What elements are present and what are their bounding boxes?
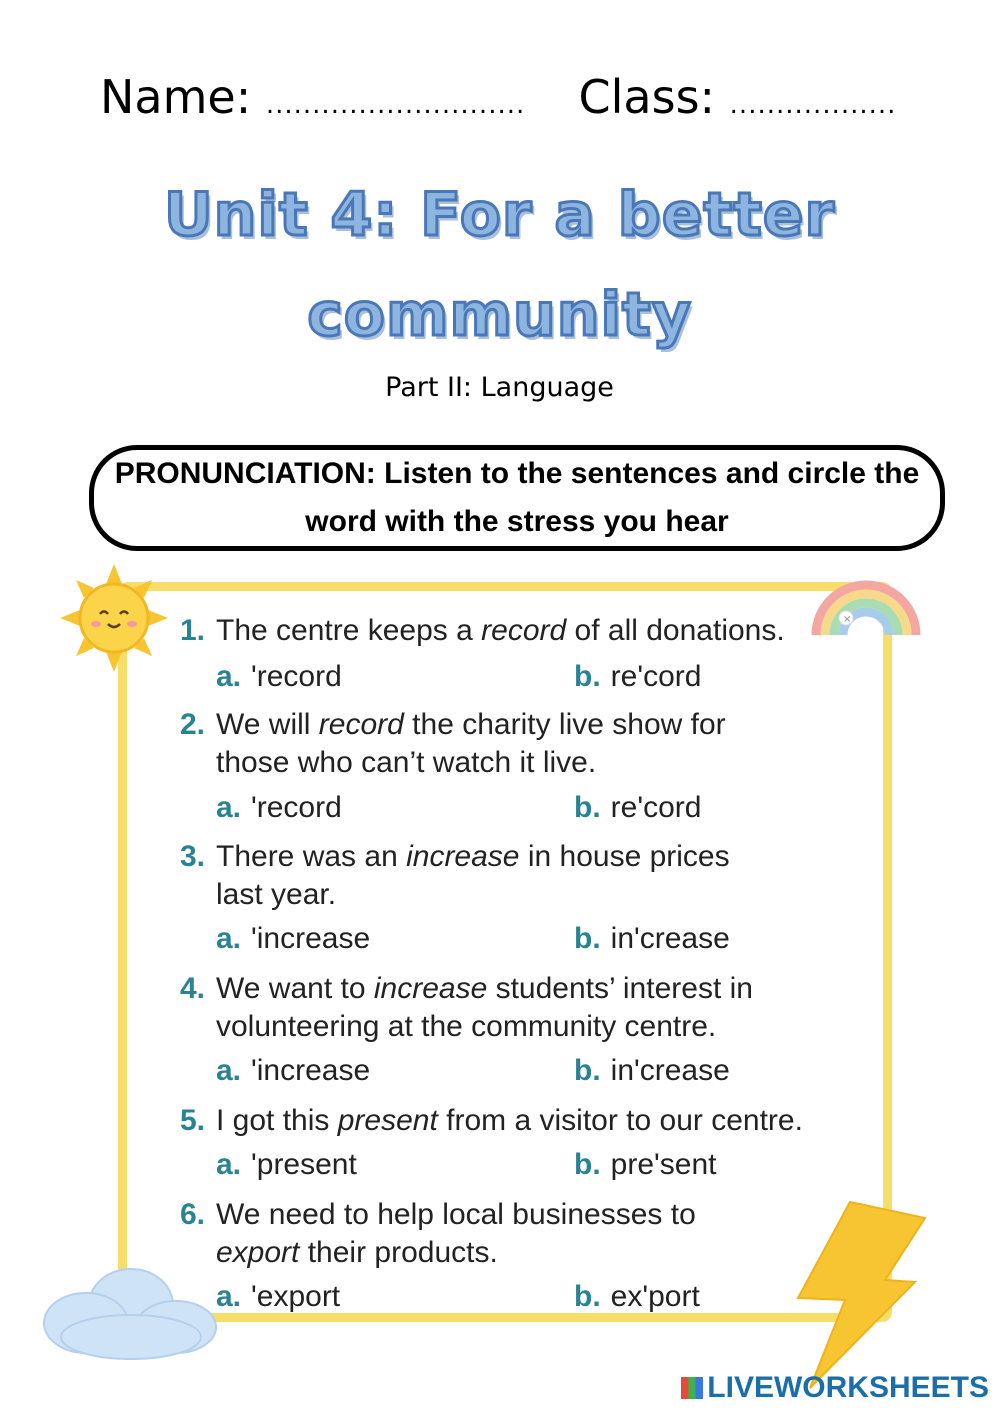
question-text: those who can’t watch it live. bbox=[216, 746, 597, 779]
instruction-text: PRONUNCIATION: Listen to the sentences and circle the word with the stress you hear bbox=[114, 457, 920, 538]
question-text: We want to bbox=[216, 972, 374, 1005]
rainbow-icon bbox=[806, 560, 926, 640]
sun-icon bbox=[58, 562, 170, 674]
target-word: record bbox=[318, 708, 404, 741]
option-letter: a. bbox=[216, 1148, 242, 1181]
question-text-line1 bbox=[180, 972, 753, 1005]
option-word: 'present bbox=[251, 1148, 357, 1181]
target-word: export bbox=[216, 1236, 300, 1269]
question-text: I got this bbox=[216, 1104, 338, 1137]
option-word: 'record bbox=[251, 660, 342, 693]
question-text-line1 bbox=[180, 1198, 696, 1231]
question-text-line2 bbox=[180, 744, 726, 782]
option-word: in'crease bbox=[610, 1054, 730, 1087]
target-word: record bbox=[481, 614, 567, 647]
title-line-2: community bbox=[307, 280, 692, 350]
question-text: last year. bbox=[216, 878, 337, 911]
question-text-line1 bbox=[180, 614, 785, 647]
question-number: 6. bbox=[180, 1198, 206, 1231]
name-label: Name: bbox=[100, 70, 252, 124]
option-word: ex'port bbox=[610, 1280, 700, 1313]
question-3 bbox=[180, 838, 730, 914]
question-number: 5. bbox=[180, 1104, 206, 1137]
target-word: present bbox=[337, 1104, 438, 1137]
option-word: re'cord bbox=[610, 660, 702, 693]
option-b[interactable] bbox=[574, 922, 730, 956]
question-text: in house prices bbox=[519, 840, 730, 873]
question-5 bbox=[180, 1102, 803, 1140]
question-text: The centre keeps a bbox=[216, 614, 482, 647]
option-word: in'crease bbox=[610, 922, 730, 955]
subtitle: Part II: Language bbox=[385, 372, 614, 403]
question-text-line2 bbox=[180, 876, 730, 914]
question-2 bbox=[180, 706, 726, 782]
option-b[interactable] bbox=[574, 791, 701, 825]
option-b[interactable] bbox=[574, 1148, 716, 1182]
watermark-text: LIVEWORKSHEETS bbox=[707, 1371, 989, 1404]
question-text: from a visitor to our centre. bbox=[437, 1104, 803, 1137]
option-letter: a. bbox=[216, 791, 242, 824]
question-1 bbox=[180, 612, 785, 650]
svg-text:×: × bbox=[843, 614, 852, 625]
option-a[interactable] bbox=[216, 1054, 370, 1088]
class-label: Class: bbox=[578, 70, 716, 124]
option-a[interactable] bbox=[216, 791, 342, 825]
option-word: 'export bbox=[251, 1280, 341, 1313]
option-letter: a. bbox=[216, 1054, 242, 1087]
option-a[interactable] bbox=[216, 1148, 357, 1182]
question-number: 1. bbox=[180, 614, 206, 647]
option-word: pre'sent bbox=[610, 1148, 717, 1181]
name-blank: ............................ bbox=[265, 90, 526, 120]
lightning-icon bbox=[790, 1200, 930, 1390]
option-word: 'record bbox=[251, 791, 342, 824]
watermark bbox=[681, 1371, 989, 1405]
option-b[interactable] bbox=[574, 1054, 730, 1088]
question-6 bbox=[180, 1196, 696, 1272]
question-text-line1 bbox=[180, 840, 730, 873]
option-letter: a. bbox=[216, 922, 242, 955]
option-word: 'increase bbox=[251, 922, 371, 955]
option-a[interactable] bbox=[216, 922, 370, 956]
question-text: students’ interest in bbox=[487, 972, 753, 1005]
option-letter: b. bbox=[574, 1054, 601, 1087]
question-4 bbox=[180, 970, 753, 1046]
class-blank: .................. bbox=[729, 90, 897, 120]
target-word: increase bbox=[406, 840, 520, 873]
option-letter: b. bbox=[574, 660, 601, 693]
option-letter: b. bbox=[574, 791, 601, 824]
option-letter: b. bbox=[574, 1280, 601, 1313]
option-letter: b. bbox=[574, 1148, 601, 1181]
instruction-box bbox=[89, 445, 945, 551]
question-number: 3. bbox=[180, 840, 206, 873]
question-text-line1 bbox=[180, 708, 726, 741]
liveworksheets-logo-icon bbox=[681, 1377, 703, 1399]
question-text: the charity live show for bbox=[403, 708, 726, 741]
option-a[interactable] bbox=[216, 660, 342, 694]
question-number: 2. bbox=[180, 708, 206, 741]
question-text: We need to help local businesses to bbox=[216, 1198, 696, 1231]
option-letter: a. bbox=[216, 1280, 242, 1313]
target-word: increase bbox=[373, 972, 488, 1005]
question-text: volunteering at the community centre. bbox=[216, 1010, 717, 1043]
option-letter: b. bbox=[574, 922, 601, 955]
option-a[interactable] bbox=[216, 1280, 340, 1314]
option-letter: a. bbox=[216, 660, 242, 693]
name-class-line bbox=[100, 70, 900, 124]
question-text: There was an bbox=[216, 840, 407, 873]
option-b[interactable] bbox=[574, 660, 701, 694]
question-text: We will bbox=[216, 708, 319, 741]
question-text: their products. bbox=[299, 1236, 498, 1269]
option-word: 'increase bbox=[251, 1054, 371, 1087]
option-word: re'cord bbox=[610, 791, 702, 824]
question-text-line1 bbox=[180, 1104, 803, 1137]
question-text-line2 bbox=[180, 1008, 753, 1046]
question-number: 4. bbox=[180, 972, 206, 1005]
title-line-1: Unit 4: For a better bbox=[163, 180, 836, 250]
question-text: of all donations. bbox=[566, 614, 785, 647]
option-b[interactable] bbox=[574, 1280, 700, 1314]
question-text-line2 bbox=[180, 1234, 696, 1272]
